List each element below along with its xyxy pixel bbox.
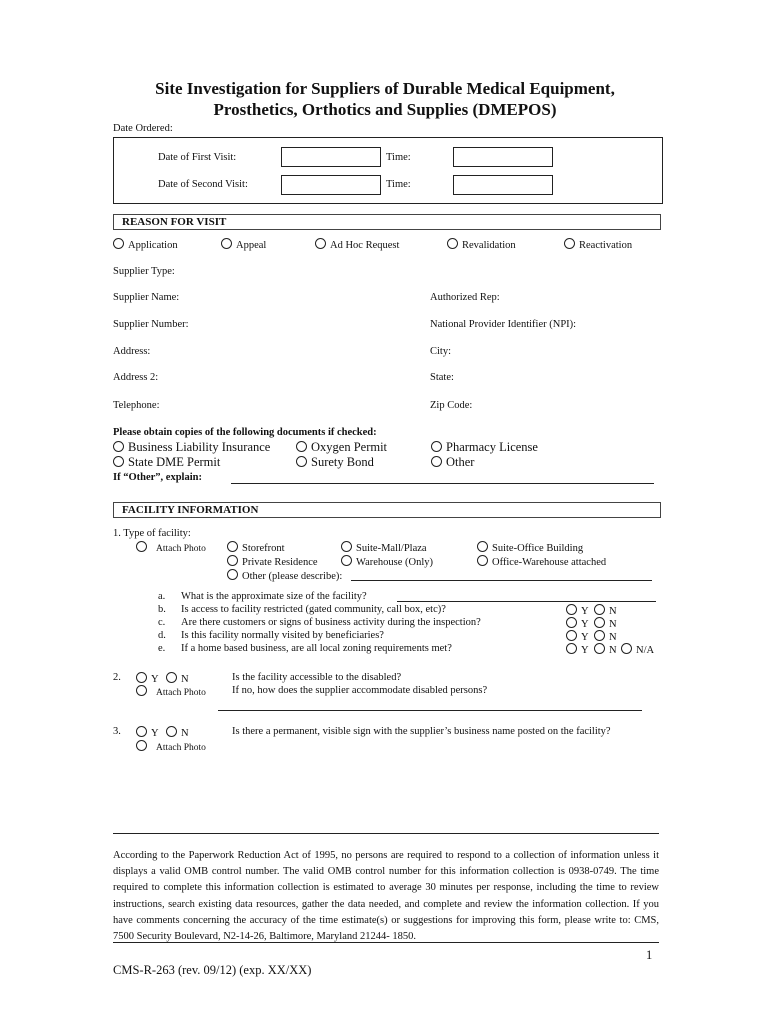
q2-followup-text: If no, how does the supplier accommodate disabled persons? [232, 685, 488, 696]
other-explain-line[interactable] [231, 483, 654, 484]
reason-reactivation[interactable]: Reactivation [564, 238, 632, 251]
sub-b-text: Is access to facility restricted (gated community, call box, etc)? [181, 604, 446, 615]
radio-icon [136, 740, 147, 751]
radio-icon [113, 238, 124, 249]
type-suite-office[interactable]: Suite-Office Building [477, 541, 583, 554]
radio-icon [431, 441, 442, 452]
radio-icon [566, 643, 577, 654]
q3-yes[interactable]: Y [136, 726, 159, 739]
doc-pharmacy-license[interactable]: Pharmacy License [431, 440, 538, 455]
q3-no[interactable]: N [166, 726, 189, 739]
type-storefront[interactable]: Storefront [227, 541, 285, 554]
radio-icon [594, 630, 605, 641]
doc-other[interactable]: Other [431, 455, 474, 470]
footer-divider-top [113, 833, 659, 834]
q3-number: 3. [113, 726, 121, 737]
q2-no[interactable]: N [166, 672, 189, 685]
telephone-label: Telephone: [113, 400, 160, 411]
radio-icon [341, 555, 352, 566]
sub-c-text: Are there customers or signs of business activity during the inspection? [181, 617, 481, 628]
sub-d-text: Is this facility normally visited by beneficiaries? [181, 630, 384, 641]
second-visit-label: Date of Second Visit: [158, 179, 248, 190]
npi-label: National Provider Identifier (NPI): [430, 319, 577, 330]
radio-icon [341, 541, 352, 552]
q3-text: Is there a permanent, visible sign with the supplier’s business name posted on the facility? [232, 726, 611, 737]
type-other[interactable]: Other (please describe): [227, 569, 342, 582]
radio-icon [594, 604, 605, 615]
radio-icon [113, 441, 124, 452]
reason-ad-hoc-request[interactable]: Ad Hoc Request [315, 238, 399, 251]
sub-a-letter: a. [158, 591, 166, 602]
radio-icon [447, 238, 458, 249]
footer-divider-bottom [113, 942, 659, 943]
first-visit-time-label: Time: [386, 152, 411, 163]
radio-icon [477, 541, 488, 552]
radio-icon [227, 541, 238, 552]
page-subtitle: Prosthetics, Orthotics and Supplies (DMEPOS) [213, 100, 557, 119]
sub-e-na[interactable]: N/A [621, 643, 654, 656]
visit-dates-box [113, 137, 663, 204]
first-visit-time-input[interactable] [453, 147, 553, 167]
radio-icon [431, 456, 442, 467]
address2-label: Address 2: [113, 372, 159, 383]
other-describe-line[interactable] [351, 580, 652, 581]
sub-a-text: What is the approximate size of the facility? [181, 591, 367, 602]
address-label: Address: [113, 346, 151, 357]
radio-icon [136, 726, 147, 737]
sub-c-yes[interactable]: Y [566, 617, 589, 630]
sub-b-letter: b. [158, 604, 166, 615]
radio-icon [227, 555, 238, 566]
sub-e-letter: e. [158, 643, 166, 654]
documents-heading: Please obtain copies of the following documents if checked: [113, 427, 377, 438]
sub-c-no[interactable]: N [594, 617, 617, 630]
attach-photo-3[interactable]: Attach Photo [136, 740, 206, 753]
supplier-name-label: Supplier Name: [113, 292, 180, 303]
second-visit-time-input[interactable] [453, 175, 553, 195]
first-visit-label: Date of First Visit: [158, 152, 237, 163]
date-ordered-label: Date Ordered: [113, 123, 173, 134]
radio-icon [296, 441, 307, 452]
city-label: City: [430, 346, 452, 357]
zip-label: Zip Code: [430, 400, 473, 411]
reason-for-visit-header: REASON FOR VISIT [113, 214, 661, 230]
radio-icon [566, 604, 577, 615]
radio-icon [166, 672, 177, 683]
radio-icon [136, 541, 147, 552]
radio-icon [566, 617, 577, 628]
authorized-rep-label: Authorized Rep: [430, 292, 500, 303]
facility-type-question: 1. Type of facility: [113, 528, 191, 539]
radio-icon [166, 726, 177, 737]
sub-d-yes[interactable]: Y [566, 630, 589, 643]
radio-icon [315, 238, 326, 249]
supplier-type-label: Supplier Type: [113, 266, 175, 277]
radio-icon [564, 238, 575, 249]
sub-e-no[interactable]: N [594, 643, 617, 656]
doc-oxygen-permit[interactable]: Oxygen Permit [296, 440, 387, 455]
q2-text: Is the facility accessible to the disabled? [232, 672, 402, 683]
radio-icon [477, 555, 488, 566]
doc-state-dme-permit[interactable]: State DME Permit [113, 455, 220, 470]
radio-icon [221, 238, 232, 249]
radio-icon [621, 643, 632, 654]
reason-application[interactable]: Application [113, 238, 178, 251]
type-suite-mall[interactable]: Suite-Mall/Plaza [341, 541, 427, 554]
radio-icon [113, 456, 124, 467]
radio-icon [594, 643, 605, 654]
radio-icon [566, 630, 577, 641]
facility-size-line[interactable] [397, 601, 656, 602]
attach-photo-2[interactable]: Attach Photo [136, 685, 206, 698]
state-label: State: [430, 372, 454, 383]
radio-icon [136, 672, 147, 683]
radio-icon [296, 456, 307, 467]
form-id: CMS-R-263 (rev. 09/12) (exp. XX/XX) [113, 963, 312, 977]
reason-revalidation[interactable]: Revalidation [447, 238, 516, 251]
sub-b-yes[interactable]: Y [566, 604, 589, 617]
type-private-residence[interactable]: Private Residence [227, 555, 318, 568]
type-warehouse[interactable]: Warehouse (Only) [341, 555, 433, 568]
sub-d-letter: d. [158, 630, 166, 641]
facility-information-header: FACILITY INFORMATION [113, 502, 661, 518]
radio-icon [594, 617, 605, 628]
sub-b-no[interactable]: N [594, 604, 617, 617]
sub-e-yes[interactable]: Y [566, 643, 589, 656]
radio-icon [136, 685, 147, 696]
second-visit-time-label: Time: [386, 179, 411, 190]
paperwork-reduction-notice: According to the Paperwork Reduction Act of 1995, no persons are required to respond to a collection of information unless it displays a valid OMB control number. The valid OMB control number for this information collection is 0938-0749. The time required to complete this information collection is estimated to average 30 minutes per response, including the time to review instructions, search existing data resources, gather the data needed, and complete and review the information collection. If you have comments concerning the accuracy of the time estimate(s) or suggestions for improving this form, please write to: CMS, 7500 Security Boulevard, N2-14-26, Baltimore, Maryland 21244- 1850. [113, 850, 659, 943]
q2-answer-line[interactable] [218, 710, 642, 711]
radio-icon [227, 569, 238, 580]
other-explain-label: If “Other”, explain: [113, 472, 202, 483]
doc-surety-bond[interactable]: Surety Bond [296, 455, 374, 470]
sub-c-letter: c. [158, 617, 166, 628]
page-number: 1 [646, 948, 653, 962]
second-visit-date-input[interactable] [281, 175, 381, 195]
reason-appeal[interactable]: Appeal [221, 238, 266, 251]
first-visit-date-input[interactable] [281, 147, 381, 167]
doc-business-liability[interactable]: Business Liability Insurance [113, 440, 270, 455]
q2-yes[interactable]: Y [136, 672, 159, 685]
page-title: Site Investigation for Suppliers of Durable Medical Equipment, [155, 79, 615, 98]
sub-e-text: If a home based business, are all local zoning requirements met? [181, 643, 452, 654]
supplier-number-label: Supplier Number: [113, 319, 189, 330]
sub-d-no[interactable]: N [594, 630, 617, 643]
type-office-warehouse[interactable]: Office-Warehouse attached [477, 555, 606, 568]
attach-photo-1[interactable]: Attach Photo [136, 541, 206, 554]
q2-number: 2. [113, 672, 121, 683]
